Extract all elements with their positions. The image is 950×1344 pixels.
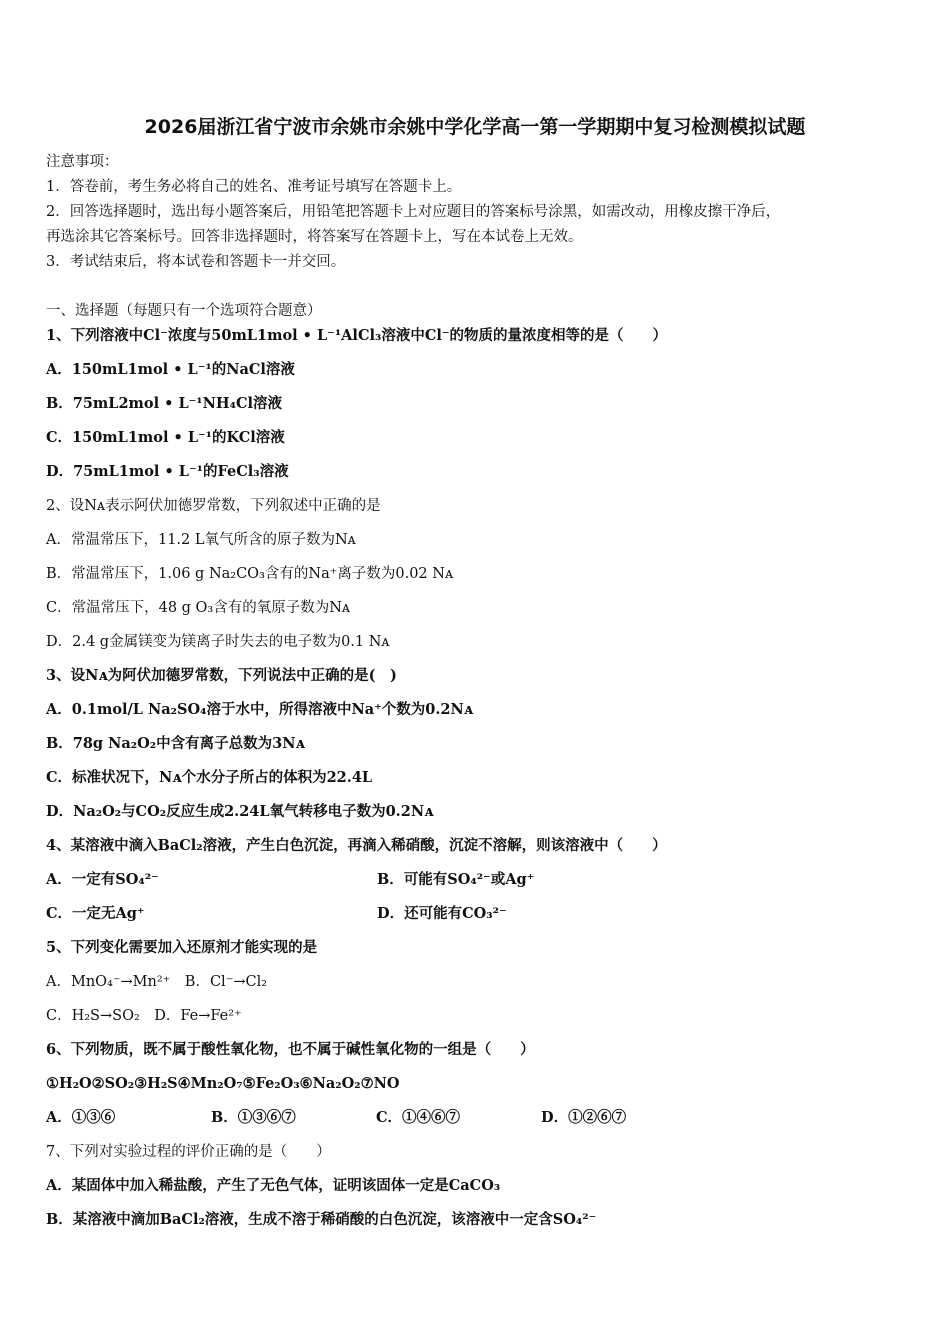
question-5: 5、下列变化需要加入还原剂才能实现的是 — [46, 939, 318, 956]
question-6-option-b: B．①③⑥⑦ — [211, 1109, 296, 1126]
question-4: 4、某溶液中滴入BaCl₂溶液，产生白色沉淀，再滴入稀硝酸，沉淀不溶解，则该溶液中（ ） — [46, 837, 667, 854]
notice-heading: 注意事项： — [46, 154, 119, 170]
question-1-option-c: C．150mL1mol • L⁻¹的KCl溶液 — [46, 429, 285, 446]
question-1-option-b: B．75mL2mol • L⁻¹NH₄Cl溶液 — [46, 395, 282, 412]
page-title: 2026届浙江省宁波市余姚市余姚中学化学高一第一学期期中复习检测模拟试题 — [144, 116, 806, 138]
question-6-option-c: C．①④⑥⑦ — [376, 1109, 461, 1126]
question-3-option-a: A．0.1mol/L Na₂SO₄溶于水中，所得溶液中Na⁺个数为0.2Nᴀ — [46, 701, 474, 718]
question-2-option-a: A．常温常压下，11.2 L氧气所含的原子数为Nᴀ — [46, 532, 356, 548]
question-3-option-d: D．Na₂O₂与CO₂反应生成2.24L氧气转移电子数为0.2Nᴀ — [46, 803, 434, 820]
question-2-option-c: C．常温常压下，48 g O₃含有的氧原子数为Nᴀ — [46, 600, 351, 616]
question-7-option-a: A．某固体中加入稀盐酸，产生了无色气体，证明该固体一定是CaCO₃ — [46, 1177, 501, 1194]
notice-item: 1．答卷前，考生务必将自己的姓名、准考证号填写在答题卡上。 — [46, 179, 462, 195]
question-6-option-d: D．①②⑥⑦ — [541, 1109, 627, 1126]
question-3: 3、设Nᴀ为阿伏加德罗常数，下列说法中正确的是( ) — [46, 667, 397, 684]
question-4-option-a: A．一定有SO₄²⁻ — [46, 871, 159, 888]
question-6-option-a: A．①③⑥ — [46, 1109, 116, 1126]
question-1-option-a: A．150mL1mol • L⁻¹的NaCl溶液 — [46, 361, 295, 378]
question-2: 2、设Nᴀ表示阿伏加德罗常数，下列叙述中正确的是 — [46, 498, 381, 514]
question-2-option-b: B．常温常压下，1.06 g Na₂CO₃含有的Na⁺离子数为0.02 Nᴀ — [46, 566, 454, 582]
question-2-option-d: D．2.4 g金属镁变为镁离子时失去的电子数为0.1 Nᴀ — [46, 634, 390, 650]
notice-item: 2．回答选择题时，选出每小题答案后，用铅笔把答题卡上对应题目的答案标号涂黑，如需改动，用橡皮擦干净后， — [46, 204, 781, 220]
question-7: 7、下列对实验过程的评价正确的是（ ） — [46, 1144, 331, 1160]
question-3-option-c: C．标准状况下，Nᴀ个水分子所占的体积为22.4L — [46, 769, 373, 786]
question-1: 1、下列溶液中Cl⁻浓度与50mL1mol • L⁻¹AlCl₃溶液中Cl⁻的物质的量浓度相等的是（ ） — [46, 327, 668, 344]
question-1-option-d: D．75mL1mol • L⁻¹的FeCl₃溶液 — [46, 463, 289, 480]
question-4-option-d: D．还可能有CO₃²⁻ — [377, 905, 507, 922]
notice-item: 再选涂其它答案标号。回答非选择题时，将答案写在答题卡上，写在本试卷上无效。 — [46, 229, 583, 245]
question-4-option-c: C．一定无Ag⁺ — [46, 905, 145, 922]
question-4-option-b: B．可能有SO₄²⁻或Ag⁺ — [377, 871, 535, 888]
question-3-option-b: B．78g Na₂O₂中含有离子总数为3Nᴀ — [46, 735, 305, 752]
notice-item: 3．考试结束后，将本试卷和答题卡一并交回。 — [46, 254, 346, 270]
section-heading: 一、选择题（每题只有一个选项符合题意） — [46, 303, 322, 319]
question-6-list: ①H₂O②SO₂③H₂S④Mn₂O₇⑤Fe₂O₃⑥Na₂O₂⑦NO — [46, 1075, 400, 1092]
question-6: 6、下列物质，既不属于酸性氧化物，也不属于碱性氧化物的一组是（ ） — [46, 1041, 535, 1058]
question-5-options-ab: A．MnO₄⁻→Mn²⁺ B．Cl⁻→Cl₂ — [46, 974, 268, 990]
question-7-option-b: B．某溶液中滴加BaCl₂溶液，生成不溶于稀硝酸的白色沉淀，该溶液中一定含SO₄²⁻ — [46, 1211, 597, 1228]
question-5-options-cd: C．H₂S→SO₂ D．Fe→Fe²⁺ — [46, 1008, 242, 1024]
